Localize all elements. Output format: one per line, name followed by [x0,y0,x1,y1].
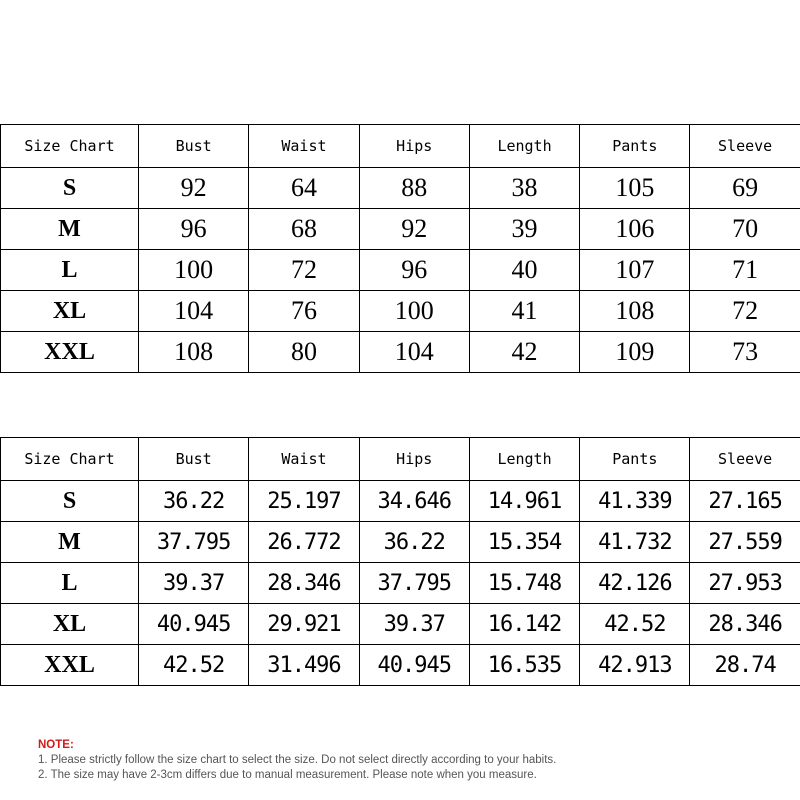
header-pants: Pants [580,125,690,168]
note-block [38,738,556,783]
sleeve-value: 28.346 [690,604,800,645]
waist-value: 76 [249,291,359,332]
length-value: 41 [469,291,579,332]
bust-value: 36.22 [139,481,249,522]
size-label: XL [1,604,139,645]
note-line-2: 2. The size may have 2-3cm differs due to manual measurement. Please note when you measure. [38,769,537,781]
pants-value: 42.913 [580,645,690,686]
table-row [1,291,800,332]
size-chart-inch-table [0,437,800,686]
waist-value: 26.772 [249,522,359,563]
pants-value: 41.732 [580,522,690,563]
sleeve-value: 27.559 [690,522,800,563]
size-label: M [1,209,139,250]
bust-value: 96 [139,209,249,250]
header-bust: Bust [139,125,249,168]
size-label: S [1,481,139,522]
sleeve-value: 72 [690,291,800,332]
header-waist: Waist [249,125,359,168]
pants-value: 105 [580,168,690,209]
sleeve-value: 27.953 [690,563,800,604]
table-header-row [1,438,800,481]
table-row [1,332,800,373]
pants-value: 106 [580,209,690,250]
bust-value: 100 [139,250,249,291]
hips-value: 36.22 [359,522,469,563]
table-header-row [1,125,800,168]
bust-value: 108 [139,332,249,373]
waist-value: 29.921 [249,604,359,645]
header-pants: Pants [580,438,690,481]
table-row [1,250,800,291]
sleeve-value: 27.165 [690,481,800,522]
header-hips: Hips [359,438,469,481]
sleeve-value: 71 [690,250,800,291]
pants-value: 108 [580,291,690,332]
size-label: S [1,168,139,209]
note-line-1: 1. Please strictly follow the size chart to select the size. Do not select directly according to your habits. [38,754,557,766]
table-row [1,645,800,686]
bust-value: 42.52 [139,645,249,686]
pants-value: 107 [580,250,690,291]
length-value: 40 [469,250,579,291]
size-label: M [1,522,139,563]
header-length: Length [469,125,579,168]
header-sleeve: Sleeve [690,125,800,168]
size-label: L [1,563,139,604]
sleeve-value: 69 [690,168,800,209]
hips-value: 104 [359,332,469,373]
hips-value: 34.646 [359,481,469,522]
header-hips: Hips [359,125,469,168]
pants-value: 109 [580,332,690,373]
length-value: 38 [469,168,579,209]
hips-value: 88 [359,168,469,209]
header-length: Length [469,438,579,481]
table-row [1,168,800,209]
waist-value: 31.496 [249,645,359,686]
length-value: 14.961 [469,481,579,522]
bust-value: 40.945 [139,604,249,645]
pants-value: 42.126 [580,563,690,604]
header-size-chart: Size Chart [1,438,139,481]
header-size-chart: Size Chart [1,125,139,168]
size-label: XXL [1,332,139,373]
table-row [1,209,800,250]
hips-value: 39.37 [359,604,469,645]
size-label: L [1,250,139,291]
bust-value: 39.37 [139,563,249,604]
hips-value: 92 [359,209,469,250]
waist-value: 25.197 [249,481,359,522]
table-row [1,481,800,522]
table-row [1,604,800,645]
bust-value: 104 [139,291,249,332]
waist-value: 28.346 [249,563,359,604]
header-bust: Bust [139,438,249,481]
length-value: 15.354 [469,522,579,563]
table-row [1,563,800,604]
length-value: 16.535 [469,645,579,686]
waist-value: 80 [249,332,359,373]
sleeve-value: 73 [690,332,800,373]
size-label: XXL [1,645,139,686]
size-chart-cm-table [0,124,800,373]
hips-value: 100 [359,291,469,332]
sleeve-value: 70 [690,209,800,250]
hips-value: 96 [359,250,469,291]
waist-value: 72 [249,250,359,291]
note-title: NOTE: [38,739,74,751]
length-value: 42 [469,332,579,373]
length-value: 39 [469,209,579,250]
length-value: 16.142 [469,604,579,645]
pants-value: 41.339 [580,481,690,522]
hips-value: 37.795 [359,563,469,604]
size-label: XL [1,291,139,332]
header-waist: Waist [249,438,359,481]
length-value: 15.748 [469,563,579,604]
pants-value: 42.52 [580,604,690,645]
hips-value: 40.945 [359,645,469,686]
table-row [1,522,800,563]
sleeve-value: 28.74 [690,645,800,686]
bust-value: 37.795 [139,522,249,563]
bust-value: 92 [139,168,249,209]
waist-value: 64 [249,168,359,209]
header-sleeve: Sleeve [690,438,800,481]
waist-value: 68 [249,209,359,250]
